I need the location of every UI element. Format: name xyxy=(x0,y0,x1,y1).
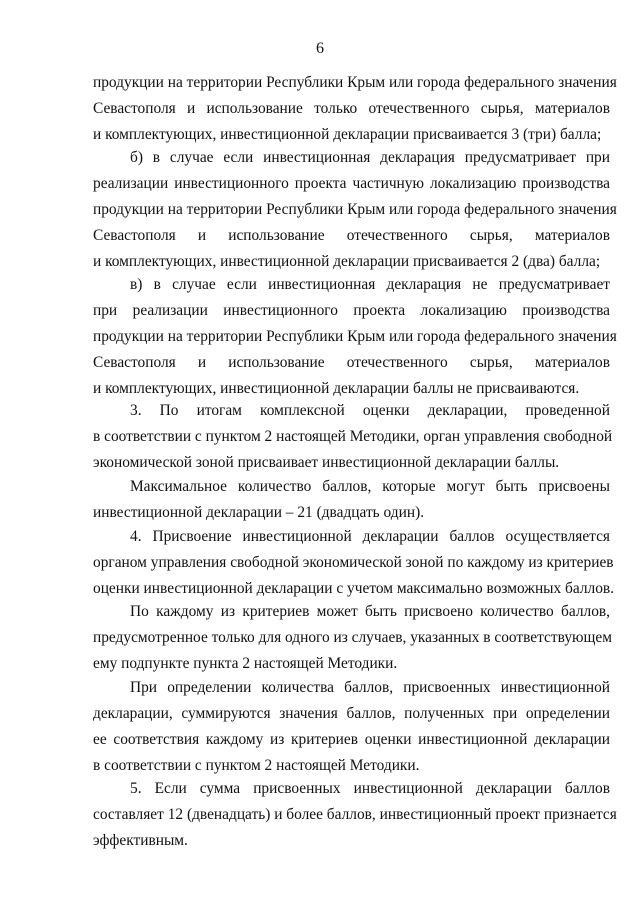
text-line: составляет 12 (двенадцать) и более баллов, инвестиционный проект признается xyxy=(93,806,617,823)
text-line: реализации инвестиционного проекта частичную локализацию производства xyxy=(93,175,610,192)
text-line: продукции на территории Республики Крым или города федерального значения xyxy=(93,201,617,218)
page-number: 6 xyxy=(316,40,324,57)
text-line: 4. Присвоение инвестиционной декларации баллов осуществляется xyxy=(130,528,610,545)
text-line: оценки инвестиционной декларации с учетом максимально возможных баллов. xyxy=(93,580,615,597)
text-line: декларации, суммируются значения баллов, полученных при определении xyxy=(93,705,610,722)
text-line: экономической зоной присваивает инвестиционной декларации баллы. xyxy=(93,454,560,471)
text-line: Севастополя и использование только отечественного сырья, материалов xyxy=(93,100,610,117)
text-line: 3. По итогам комплексной оценки декларации, проведенной xyxy=(130,402,610,419)
text-line: Севастополя и использование отечественного сырья, материалов xyxy=(93,354,610,371)
text-line: ему подпункте пункта 2 настоящей Методики. xyxy=(93,655,398,672)
text-line: Севастополя и использование отечественного сырья, материалов xyxy=(93,227,610,244)
text-line: Максимальное количество баллов, которые могут быть присвоены xyxy=(130,478,610,495)
text-line: в) в случае если инвестиционная декларация не предусматривает xyxy=(130,276,610,293)
text-line: продукции на территории Республики Крым или города федерального значения xyxy=(93,74,617,91)
text-line: органом управления свободной экономической зоной по каждому из критериев xyxy=(93,554,614,571)
text-line: продукции на территории Республики Крым или города федерального значения xyxy=(93,328,617,345)
text-line: в соответствии с пунктом 2 настоящей Методики, орган управления свободной xyxy=(93,428,613,445)
text-line: ее соответствия каждому из критериев оценки инвестиционной декларации xyxy=(93,731,610,748)
text-line: и комплектующих, инвестиционной декларации присваивается 2 (два) балла; xyxy=(93,253,601,270)
text-line: 5. Если сумма присвоенных инвестиционной декларации баллов xyxy=(130,780,610,797)
text-line: По каждому из критериев может быть присвоено количество баллов, xyxy=(130,603,610,620)
text-line: инвестиционной декларации – 21 (двадцать один). xyxy=(93,504,425,521)
text-line: б) в случае если инвестиционная декларация предусматривает при xyxy=(130,149,610,166)
text-line: При определении количества баллов, присвоенных инвестиционной xyxy=(130,679,610,696)
text-line: эффективным. xyxy=(93,832,188,849)
text-line: при реализации инвестиционного проекта локализацию производства xyxy=(93,302,610,319)
text-line: и комплектующих, инвестиционной декларации присваивается 3 (три) балла; xyxy=(93,126,602,143)
text-line: предусмотренное только для одного из случаев, указанных в соответствующем xyxy=(93,629,612,646)
text-line: в соответствии с пунктом 2 настоящей Методики. xyxy=(93,757,420,774)
text-line: и комплектующих, инвестиционной декларации баллы не присваиваются. xyxy=(93,380,580,397)
